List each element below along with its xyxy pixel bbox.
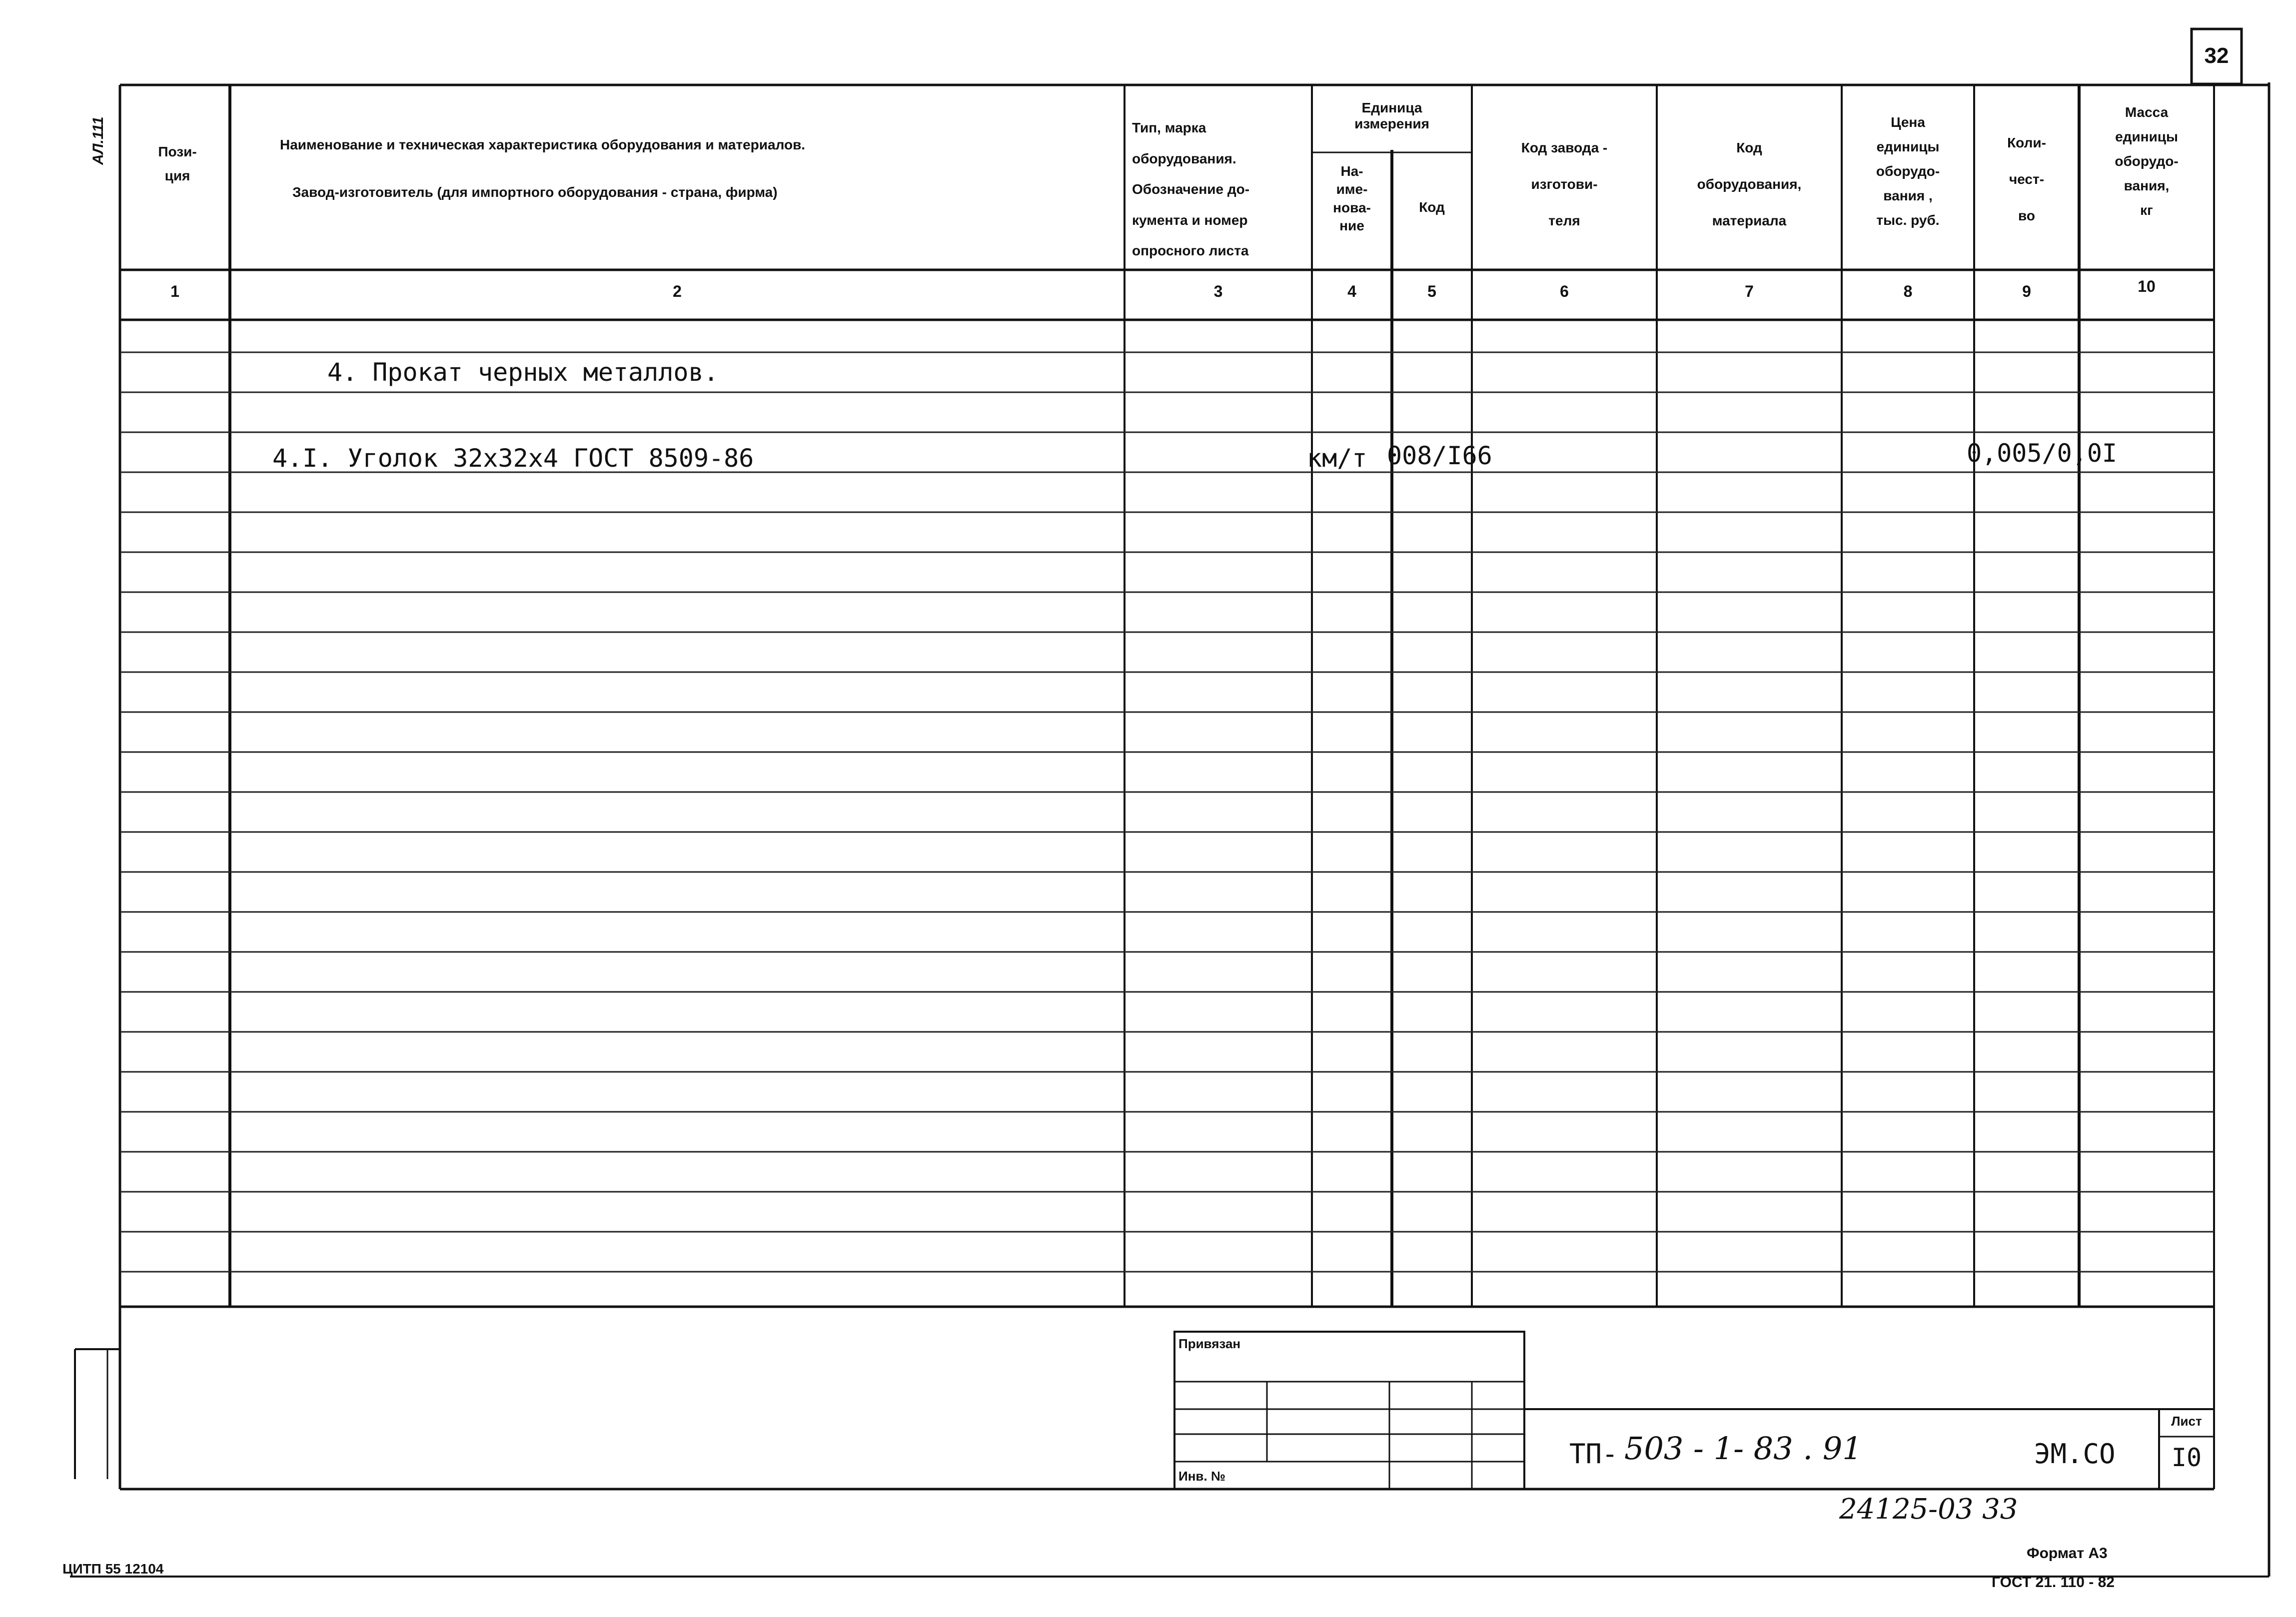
side-mark: АЛ.111 — [90, 116, 106, 165]
row-item-unit: км/т — [1307, 444, 1367, 473]
sheet-label: Лист — [2171, 1414, 2202, 1429]
col-num-1: 1 — [170, 282, 179, 300]
doc-suffix: ЭМ.СО — [2034, 1438, 2116, 1470]
col-num-5: 5 — [1427, 282, 1436, 300]
col-num-7: 7 — [1745, 282, 1754, 300]
row-item-quantity: 0,005/0,0I — [1967, 439, 2118, 468]
header-name-line2: Завод-изготовитель (для импортного оборудования - страна, фирма) — [292, 184, 778, 200]
stamp-inventory: Инв. № — [1178, 1469, 1225, 1484]
footer-gost: ГОСТ 21. 110 - 82 — [1992, 1574, 2115, 1591]
header-unit-group: Единица измерения — [1354, 100, 1429, 132]
header-unit-name: На- име- нова- ние — [1333, 163, 1371, 234]
header-quantity: Коли- чест- во — [2007, 135, 2046, 223]
header-unit-code: Код — [1419, 199, 1445, 215]
doc-code-printed: ТП- — [1569, 1438, 1618, 1470]
row-section-title: 4. Прокат черных металлов. — [327, 358, 719, 387]
page-number: 32 — [2204, 43, 2229, 68]
col-num-4: 4 — [1347, 282, 1356, 300]
col-num-9: 9 — [2022, 282, 2031, 300]
stamp-attached: Привязан — [1178, 1336, 1241, 1351]
sheet-number: I0 — [2171, 1443, 2202, 1472]
footer-left: ЦИТП 55 12104 — [62, 1561, 164, 1577]
col-num-3: 3 — [1213, 282, 1223, 300]
col-num-10: 10 — [2138, 277, 2156, 295]
header-price: Цена единицы оборудо- вания , тыс. руб. — [1876, 114, 1940, 228]
header-equipment-code: Код оборудования, материала — [1697, 140, 1802, 228]
header-mass: Масса единицы оборудо- вания, кг — [2115, 104, 2179, 218]
col-num-6: 6 — [1560, 282, 1569, 300]
doc-code-handwritten: 503 - 1- 83 . 91 — [1624, 1430, 1862, 1467]
header-name-line1: Наименование и техническая характеристика оборудования и материалов. — [280, 137, 806, 152]
header-position: Пози- ция — [158, 144, 197, 183]
row-item-name: 4.I. Уголок 32х32х4 ГОСТ 8509-86 — [272, 444, 754, 473]
archive-number: 24125-03 33 — [1839, 1493, 2018, 1526]
footer-format: Формат А3 — [2027, 1545, 2108, 1562]
col-num-8: 8 — [1903, 282, 1913, 300]
col-num-2: 2 — [673, 282, 682, 300]
row-item-unit-code: 008/I66 — [1387, 441, 1492, 470]
header-maker-code: Код завода - изготови- теля — [1521, 140, 1608, 228]
header-type: Тип, марка оборудования. Обозначение до- кумента и номер опросного листа — [1132, 120, 1250, 259]
